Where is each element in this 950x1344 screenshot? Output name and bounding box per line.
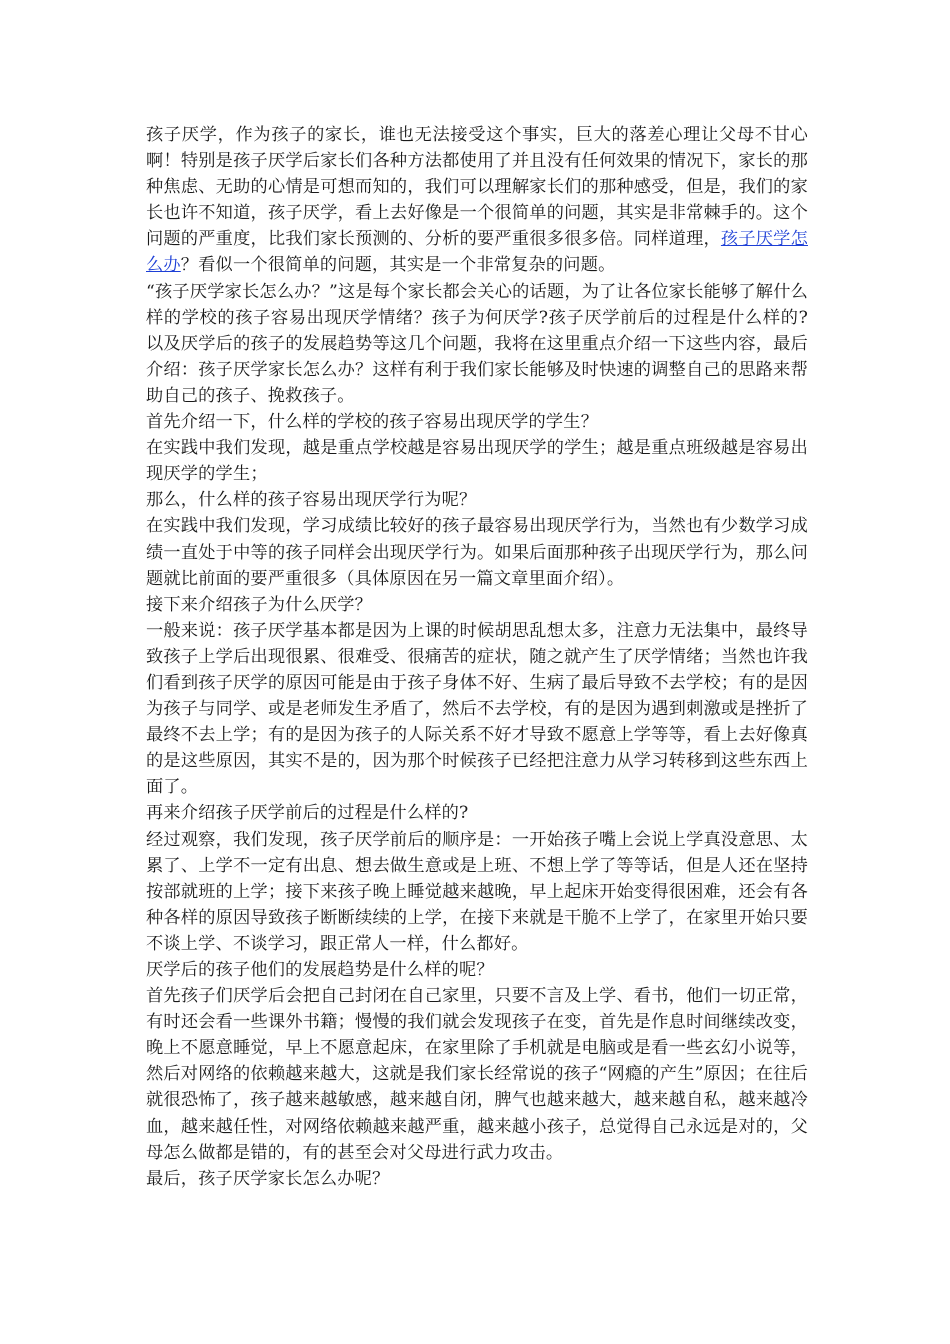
section-heading-schools: 首先介绍一下，什么样的学校的孩子容易出现厌学的学生？ bbox=[146, 412, 599, 433]
section-heading-causes: 接下来介绍孩子为什么厌学？ bbox=[146, 594, 373, 615]
intro-text-after-link: ？看似一个很简单的问题，其实是一个非常复杂的问题。 bbox=[180, 255, 616, 276]
section-heading-solution: 最后，孩子厌学家长怎么办呢？ bbox=[146, 1168, 390, 1189]
paragraph-intro bbox=[146, 122, 808, 279]
paragraph-overview: “孩子厌学家长怎么办？”这是每个家长都会关心的话题，为了让各位家长能够了解什么样的学校的孩子容易出现厌学情绪？孩子为何厌学?孩子厌学前后的过程是什么样的?以及厌学后的孩子的发展趋势等这几个问题，我将在这里重点介绍一下这些内容，最后介绍：孩子厌学家长怎么办？这样有利于我们家长能够及时快速的调整自己的思路来帮助自己的孩子、挽救孩子。 bbox=[146, 281, 808, 406]
section-heading-process: 再来介绍孩子厌学前后的过程是什么样的? bbox=[146, 803, 469, 824]
paragraph-schools: 在实践中我们发现，越是重点学校越是容易出现厌学的学生；越是重点班级越是容易出现厌学的学生； bbox=[146, 438, 808, 485]
paragraph-causes: 一般来说：孩子厌学基本都是因为上课的时候胡思乱想太多，注意力无法集中，最终导致孩子上学后出现很累、很难受、很痛苦的症状，随之就产生了厌学情绪；当然也许我们看到孩子厌学的原因可能是由于孩子身体不好、生病了最后导致不去学校；有的是因为孩子与同学、或是老师发生矛盾了，然后不去学校，有的是因为遇到刺激或是挫折了最终不去上学；有的是因为孩子的人际关系不好才导致不愿意上学等等，看上去好像真的是这些原因，其实不是的，因为那个时候孩子已经把注意力从学习转移到这些东西上面了。 bbox=[146, 620, 808, 798]
section-heading-children: 那么，什么样的孩子容易出现厌学行为呢？ bbox=[146, 490, 477, 511]
paragraph-children: 在实践中我们发现，学习成绩比较好的孩子最容易出现厌学行为，当然也有少数学习成绩一直处于中等的孩子同样会出现厌学行为。如果后面那种孩子出现厌学行为，那么问题就比前面的要严重很多（具体原因在另一篇文章里面介绍）。 bbox=[146, 516, 808, 589]
intro-text-before-link: 孩子厌学，作为孩子的家长，谁也无法接受这个事实，巨大的落差心理让父母不甘心啊！特别是孩子厌学后家长们各种方法都使用了并且没有任何效果的情况下，家长的那种焦虑、无助的心情是可想而知的，我们可以理解家长们的那种感受，但是，我们的家长也许不知道，孩子厌学，看上去好像是一个很简单的问题，其实是非常棘手的。这个问题的严重度，比我们家长预测的、分析的要严重很多很多倍。同样道理， bbox=[146, 125, 808, 250]
paragraph-trend: 首先孩子们厌学后会把自己封闭在自己家里，只要不言及上学、看书，他们一切正常，有时还会看一些课外书籍；慢慢的我们就会发现孩子在变，首先是作息时间继续改变，晚上不愿意睡觉，早上不愿意起床，在家里除了手机就是电脑或是看一些玄幻小说等，然后对网络的依赖越来越大，这就是我们家长经常说的孩子“网瘾的产生”原因；在往后就很恐怖了，孩子越来越敏感，越来越自闭，脾气也越来越大，越来越自私，越来越冷血，越来越任性，对网络依赖越来越严重，越来越小孩子，总觉得自己永远是对的，父母怎么做都是错的，有的甚至会对父母进行武力攻击。 bbox=[146, 986, 808, 1163]
article-link[interactable]: 孩子厌学怎么办 bbox=[146, 229, 808, 276]
article-body bbox=[146, 122, 808, 1192]
paragraph-process: 经过观察，我们发现，孩子厌学前后的顺序是：一开始孩子嘴上会说上学真没意思、太累了、上学不一定有出息、想去做生意或是上班、不想上学了等等话，但是人还在坚持按部就班的上学；接下来孩子晚上睡觉越来越晚，早上起床开始变得很困难，还会有各种各样的原因导致孩子断断续续的上学，在接下来就是干脆不上学了，在家里开始只要不谈上学、不谈学习，跟正常人一样，什么都好。 bbox=[146, 829, 808, 954]
section-heading-trend: 厌学后的孩子他们的发展趋势是什么样的呢？ bbox=[146, 960, 494, 980]
